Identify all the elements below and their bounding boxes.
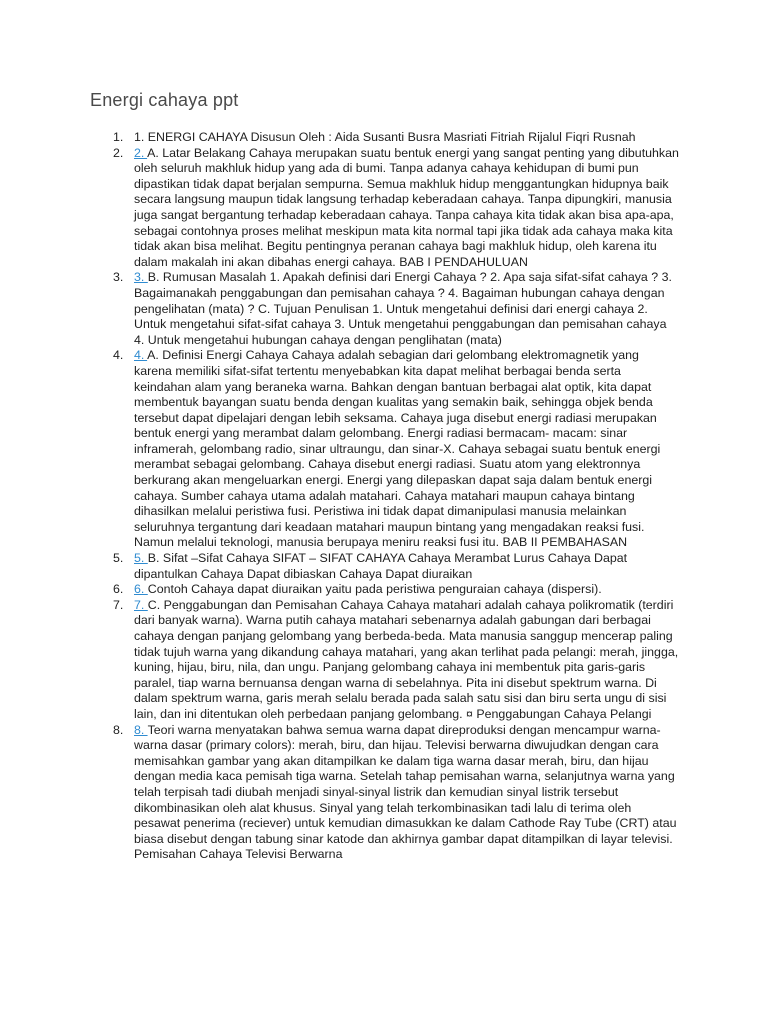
item-text: B. Rumusan Masalah 1. Apakah definisi dari Energi Cahaya ? 2. Apa saja sifat-sifat cahaya ? 3. Bagaimanakah penggabungan dan pemisahan cahaya ? 4. Bagaiman hubungan cahaya dengan pengelihatan (mata) ? C. Tujuan Penulisan 1. Untuk mengetahui definisi dari energi cahaya 2. Untuk mengetahui sifat-sifat cahaya 3. Untuk mengetahui penggabungan dan pemisahan cahaya 4. Untuk mengetahui hubungan cahaya dengan penglihatan (mata)	[134, 270, 672, 347]
item-text: 1. ENERGI CAHAYA Disusun Oleh : Aida Susanti Busra Masriati Fitriah Rijalul Fiqri Rusnah	[134, 130, 636, 144]
item-number: 7.	[113, 597, 124, 612]
list-item	[98, 348, 680, 551]
item-text: Teori warna menyatakan bahwa semua warna dapat direproduksi dengan mencampur warna-warna dasar (primary colors): merah, biru, dan hijau. Televisi berwarna diwujudkan dengan cara memisahkan gambar yang akan ditampilkan ke dalam tiga warna dasar merah, biru, dan hijau dengan media kaca pemisah tiga warna. Setelah tahap pemisahan warna, selanjutnya warna yang telah terpisah tadi diubah menjadi sinyal-sinyal listrik dan kemudian sinyal listrik tersebut dikombinasikan oleh alat khusus. Sinyal yang telah terkombinasikan tadi lalu di terima oleh pesawat penerima (reciever) untuk kemudian dimasukkan ke dalam Cathode Ray Tube (CRT) atau biasa disebut dengan tabung sinar katode dan akhirnya gambar dapat ditampilkan di layar televisi. Pemisahan Cahaya Televisi Berwarna	[134, 722, 677, 862]
item-text: Contoh Cahaya dapat diuraikan yaitu pada peristiwa penguraian cahaya (dispersi).	[147, 582, 602, 597]
item-number: 8.	[113, 722, 124, 737]
list-item	[98, 130, 680, 146]
item-number: 6.	[113, 582, 124, 597]
slide-link[interactable]: 3.	[134, 270, 148, 285]
slide-link[interactable]: 7.	[134, 597, 148, 612]
list-item	[98, 598, 680, 723]
item-number: 4.	[113, 348, 124, 363]
list-item	[98, 270, 680, 348]
item-text: A. Definisi Energi Cahaya Cahaya adalah sebagian dari gelombang elektromagnetik yang karena memiliki sifat-sifat tertentu menyebabkan kita dapat melihat berbagai benda serta keindahan alam yang beraneka warna. Bahkan dengan bantuan berbagai alat optik, kita dapat membentuk bayangan suatu benda dengan kualitas yang semakin baik, sehingga objek benda tersebut dapat dipelajari dengan lebih seksama. Cahaya juga disebut energi radiasi merupakan bentuk energi yang merambat dalam gelombang. Energi radiasi bermacam- macam: sinar inframerah, gelombang radio, sinar ultraungu, dan sinar-X. Cahaya sebagai suatu bentuk energi merambat sebagai gelombang. Cahaya disebut energi radiasi. Suatu atom yang elektronnya berkurang akan mengeluarkan energi. Energi yang dilepaskan dapat saja dalam bentuk energi cahaya. Sumber cahaya utama adalah matahari. Cahaya matahari maupun cahaya bintang dihasilkan melalui peristiwa fusi. Peristiwa ini tidak dapat dimanipulasi manusia melainkan seluruhnya tergantung dari keadaan matahari maupun bintang yang mengadakan reaksi fusi. Namun melalui teknologi, manusia berupaya meniru reaksi fusi itu. BAB II PEMBAHASAN	[134, 348, 661, 550]
list-item	[98, 582, 680, 598]
item-text: B. Sifat –Sifat Cahaya SIFAT – SIFAT CAHAYA Cahaya Merambat Lurus Cahaya Dapat dipantulkan Cahaya Dapat dibiaskan Cahaya Dapat diuraikan	[134, 551, 628, 581]
slide-link[interactable]: 6.	[134, 582, 148, 597]
list-item	[98, 146, 680, 271]
slide-link[interactable]: 8.	[134, 722, 148, 737]
item-text: C. Penggabungan dan Pemisahan Cahaya Cahaya matahari adalah cahaya polikromatik (terdiri dari banyak warna). Warna putih cahaya matahari sebenarnya adalah gabungan dari berbagai cahaya dengan panjang gelombang yang berbeda-beda. Mata manusia sanggup mencerap paling tidak tujuh warna yang dikandung cahaya matahari, yang akan terlihat pada pelangi: merah, jingga, kuning, hijau, biru, nila, dan ungu. Panjang gelombang cahaya ini membentuk pita garis-garis paralel, tiap warna bernuansa dengan warna di sebelahnya. Pita ini disebut spektrum warna. Di dalam spektrum warna, garis merah selalu berada pada salah satu sisi dan biru serta ungu di sisi lain, dan ini ditentukan oleh perbedaan panjang gelombang. ¤ Penggabungan Cahaya Pelangi	[134, 597, 679, 721]
item-text: A. Latar Belakang Cahaya merupakan suatu bentuk energi yang sangat penting yang dibutuhkan oleh seluruh makhluk hidup yang ada di bumi. Tanpa adanya cahaya kehidupan di bumi pun dipastikan tidak dapat berjalan sempurna. Semua makhluk hidup menggantungkan hidupnya baik secara langsung maupun tidak langsung terhadap keberadaan cahaya. Tanpa dipungkiri, manusia juga sangat bergantung terhadap keberadaan cahaya. Tanpa cahaya kita tidak akan bisa apa-apa, sebagai contohnya proses melihat meskipun mata kita normal tapi jika tidak ada cahaya maka kita tidak akan bisa melihat. Begitu pentingnya peranan cahaya bagi makhluk hidup, oleh karena itu dalam makalah ini akan dibahas energi cahaya. BAB I PENDAHULUAN	[134, 145, 679, 269]
item-number: 3.	[113, 270, 124, 285]
slide-link[interactable]: 2.	[134, 145, 148, 160]
slide-link[interactable]: 4.	[134, 348, 148, 363]
list-item	[98, 723, 680, 863]
list-item	[98, 551, 680, 582]
item-number: 2.	[113, 145, 124, 160]
document-title: Energi cahaya ppt	[90, 90, 239, 110]
item-number: 5.	[113, 551, 124, 566]
slide-text-list	[98, 130, 680, 863]
item-number: 1.	[113, 130, 124, 144]
slide-link[interactable]: 5.	[134, 551, 148, 566]
